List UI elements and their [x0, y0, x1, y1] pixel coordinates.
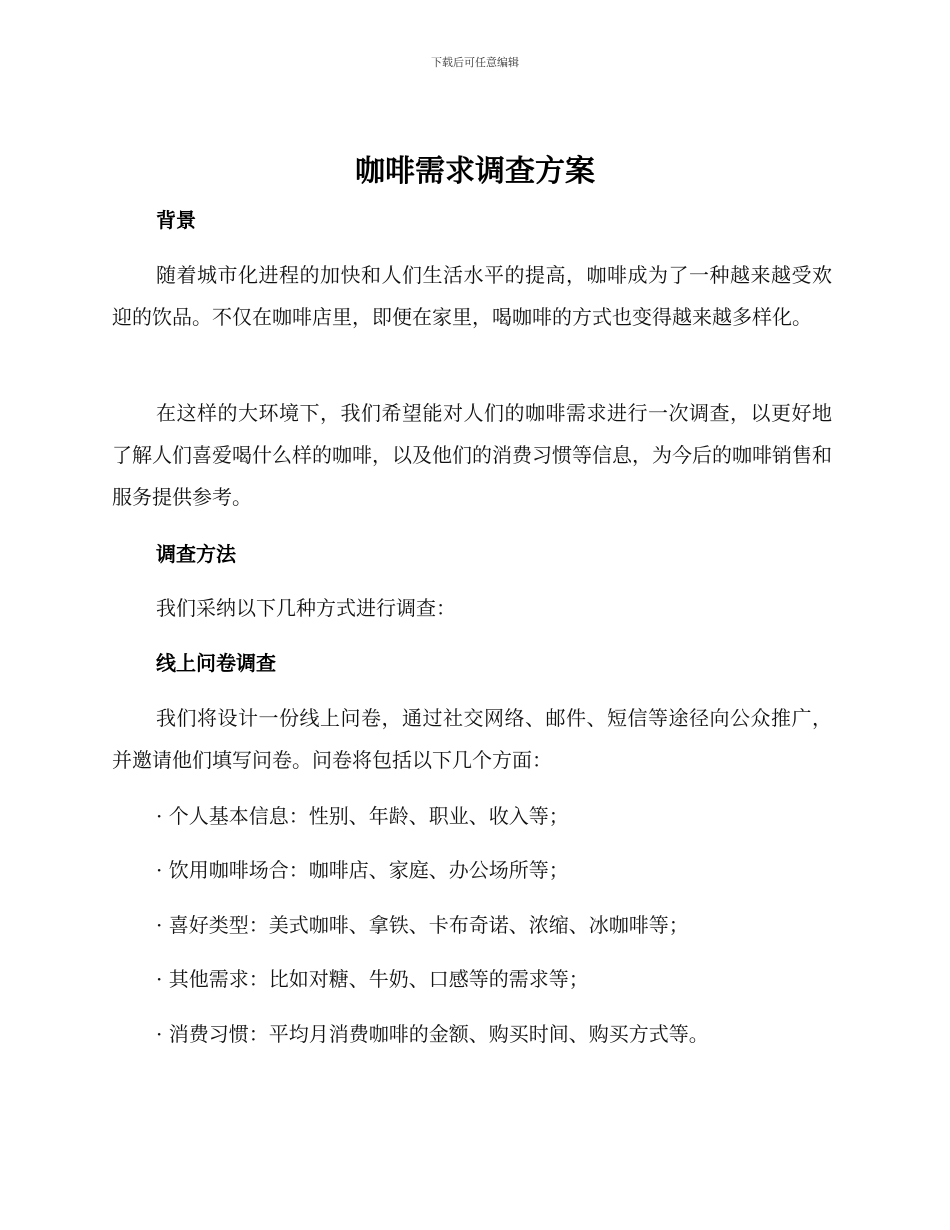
header-note: 下载后可任意编辑 [431, 56, 519, 69]
list-item: · 其他需求：比如对糖、牛奶、口感等的需求等； [156, 967, 589, 991]
list-item: · 喜好类型：美式咖啡、拿铁、卡布奇诺、浓缩、冰咖啡等； [156, 913, 689, 937]
method-intro: 我们采纳以下几种方式进行调查： [156, 596, 456, 620]
background-paragraph-1: 随着城市化进程的加快和人们生活水平的提高，咖啡成为了一种越来越受欢迎的饮品。不仅在咖啡店里，即便在家里，喝咖啡的方式也变得越来越多样化。 [112, 263, 832, 329]
document-title: 咖啡需求调查方案 [355, 154, 595, 189]
section-heading-background: 背景 [156, 208, 196, 232]
section-heading-online-survey: 线上问卷调查 [156, 651, 276, 675]
online-survey-paragraph: 我们将设计一份线上问卷，通过社交网络、邮件、短信等途径向公众推广，并邀请他们填写问卷。问卷将包括以下几个方面： [112, 706, 832, 772]
list-item: · 消费习惯：平均月消费咖啡的金额、购买时间、购买方式等。 [156, 1022, 709, 1046]
background-paragraph-2: 在这样的大环境下，我们希望能对人们的咖啡需求进行一次调查，以更好地了解人们喜爱喝什么样的咖啡，以及他们的消费习惯等信息，为今后的咖啡销售和服务提供参考。 [112, 401, 832, 509]
list-item: · 饮用咖啡场合：咖啡店、家庭、办公场所等； [156, 858, 569, 882]
section-heading-method: 调查方法 [156, 542, 236, 566]
list-item: · 个人基本信息：性别、年龄、职业、收入等； [156, 804, 569, 828]
